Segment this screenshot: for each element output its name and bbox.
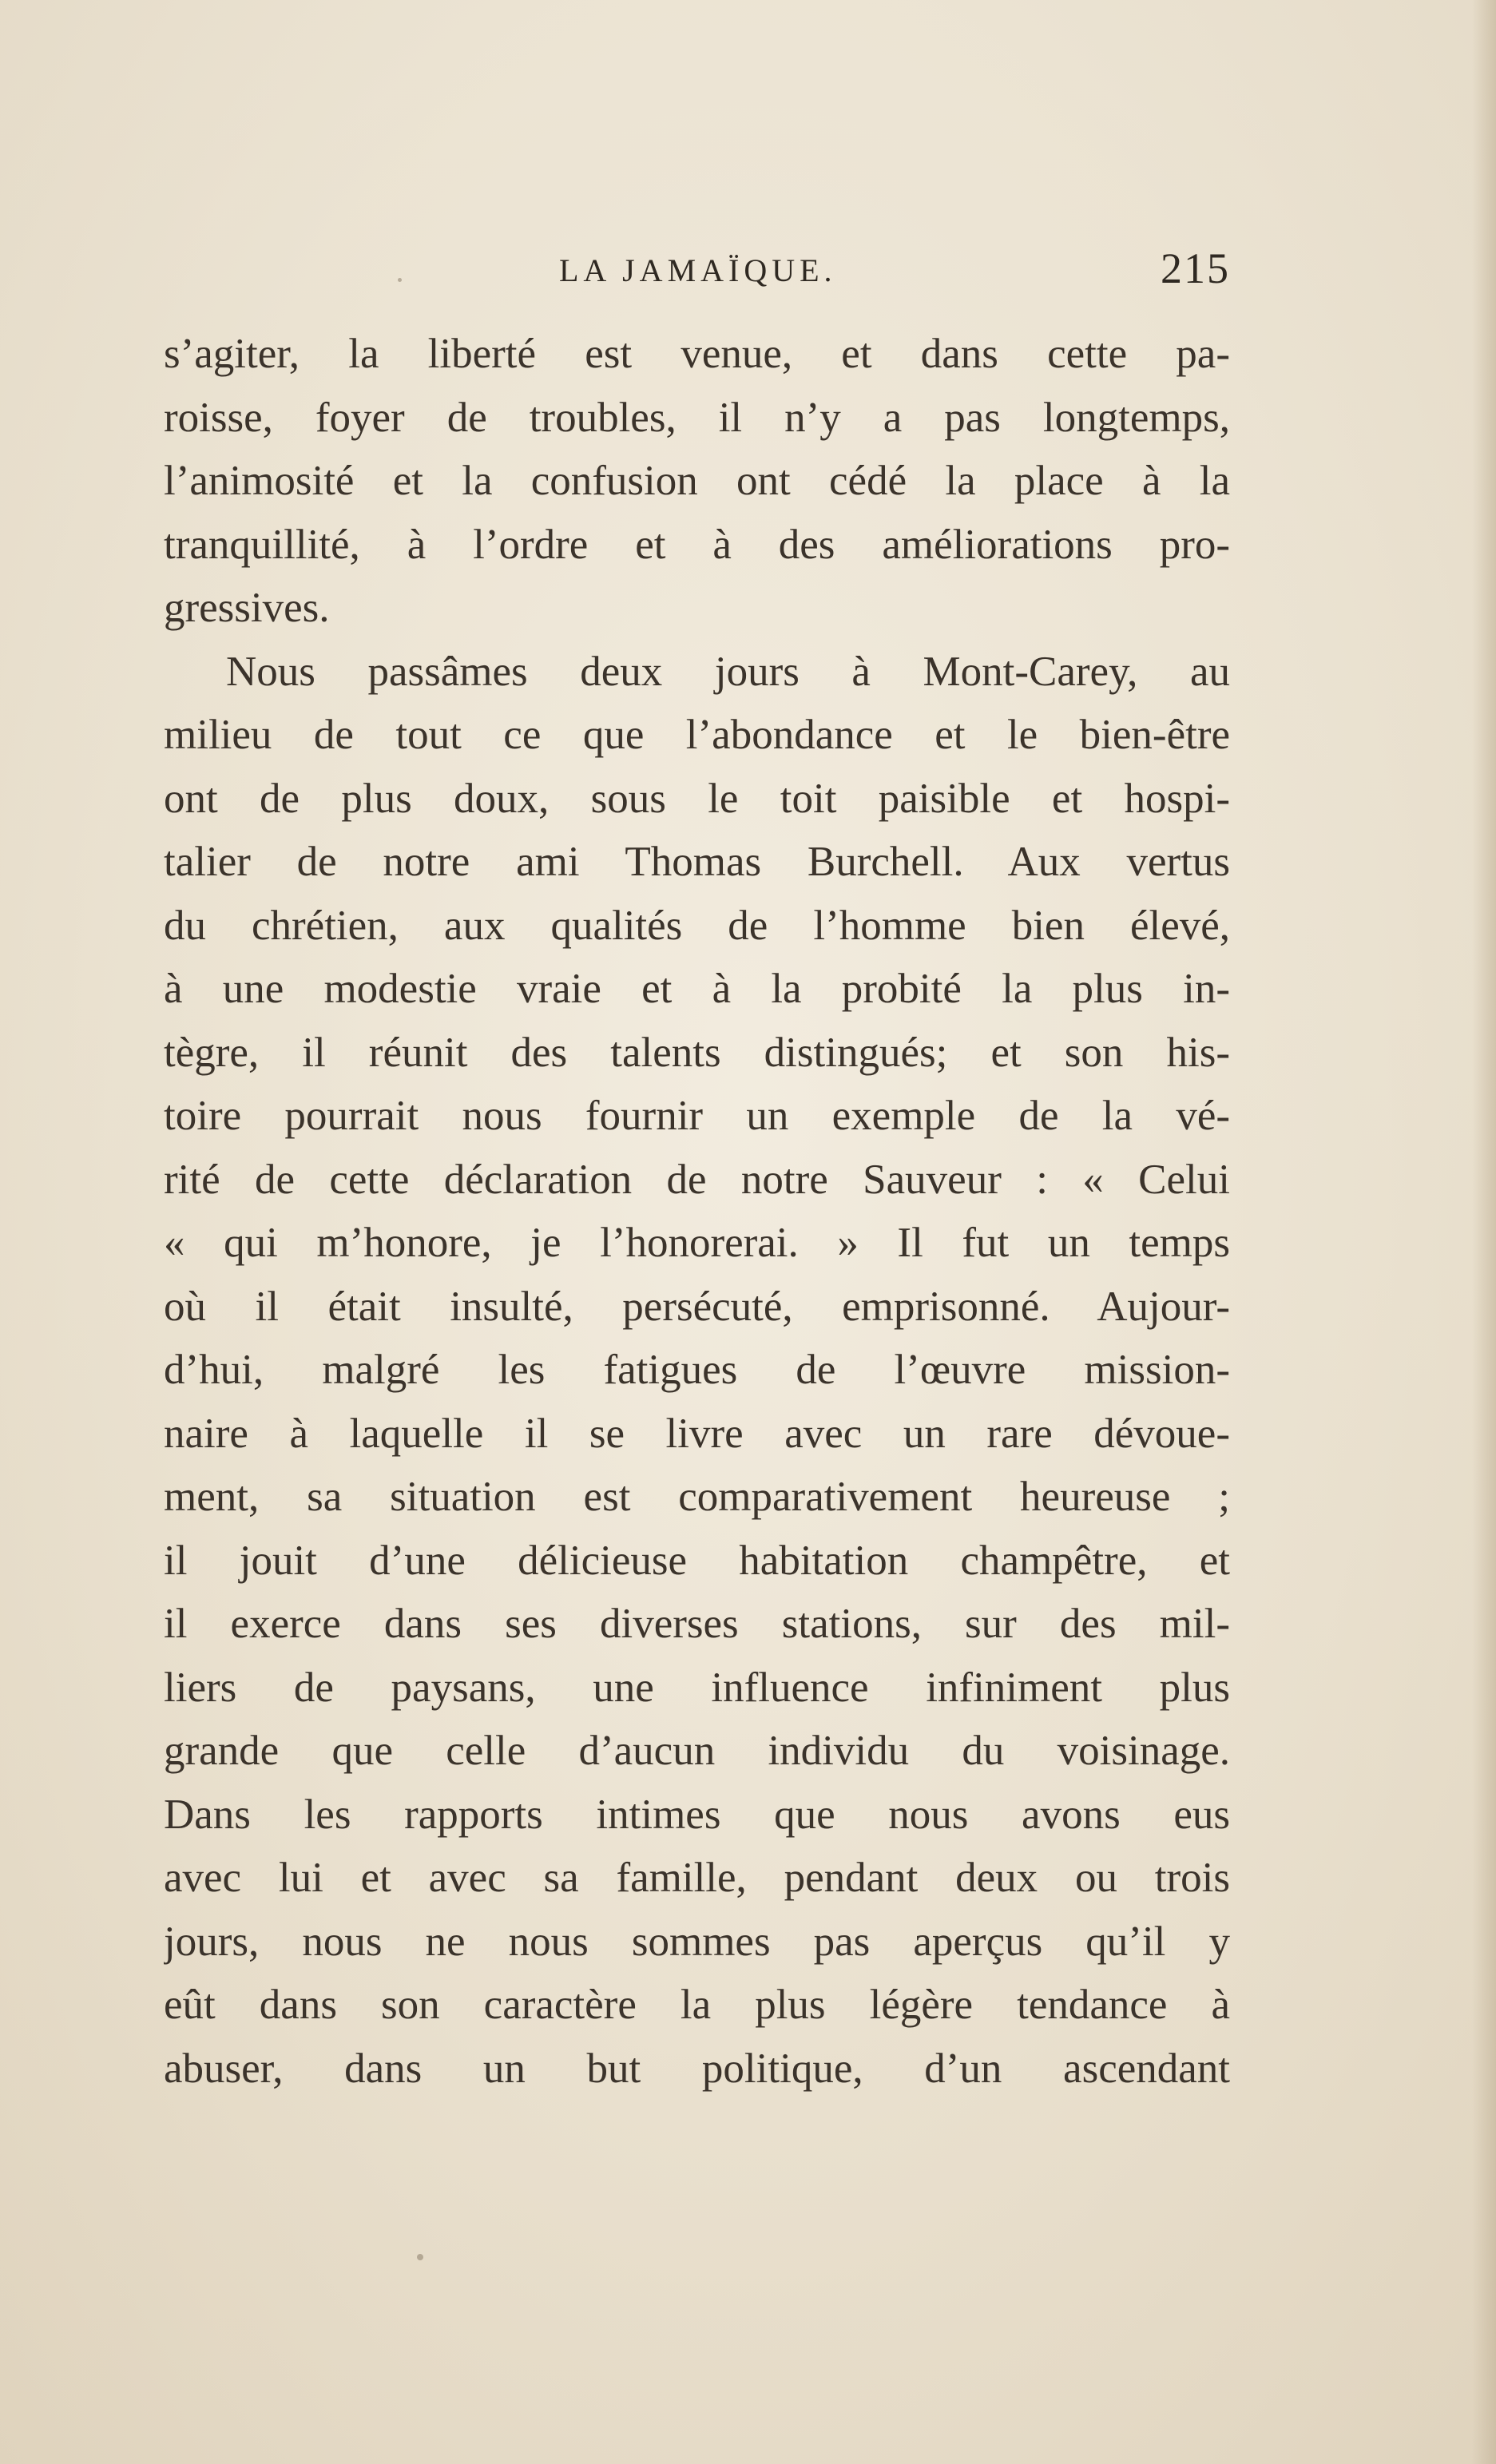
text-line: tègre, il réunit des talents distingués; et son his- bbox=[164, 1029, 1230, 1076]
paper-speck bbox=[417, 2254, 423, 2260]
text-line: Dans les rapports intimes que nous avons eus bbox=[164, 1791, 1230, 1838]
text-line: grande que celle d’aucun individu du voisinage. bbox=[164, 1728, 1230, 1774]
text-line: ont de plus doux, sous le toit paisible et hospi- bbox=[164, 775, 1230, 822]
text-line: rité de cette déclaration de notre Sauveur : « Celui bbox=[164, 1156, 1230, 1203]
text-line: il exerce dans ses diverses stations, sur des mil- bbox=[164, 1601, 1230, 1647]
text-line: eût dans son caractère la plus légère tendance à bbox=[164, 1982, 1230, 2028]
text-line: abuser, dans un but politique, d’un ascendant bbox=[164, 2045, 1230, 2092]
text-line: tranquillité, à l’ordre et à des améliorations pro- bbox=[164, 521, 1230, 568]
text-line: d’hui, malgré les fatigues de l’œuvre mission- bbox=[164, 1347, 1230, 1393]
text-line: ment, sa situation est comparativement heureuse ; bbox=[164, 1474, 1230, 1520]
text-line: l’animosité et la confusion ont cédé la place à la bbox=[164, 458, 1230, 504]
text-line: « qui m’honore, je l’honorerai. » Il fut un temps bbox=[164, 1220, 1230, 1266]
text-line: naire à laquelle il se livre avec un rare dévoue- bbox=[164, 1410, 1230, 1457]
running-head bbox=[184, 244, 1230, 300]
page-number: 215 bbox=[1161, 244, 1230, 292]
text-line: milieu de tout ce que l’abondance et le bien-être bbox=[164, 712, 1230, 758]
text-line: du chrétien, aux qualités de l’homme bien élevé, bbox=[164, 902, 1230, 949]
body-text bbox=[164, 323, 1230, 2101]
text-line: jours, nous ne nous sommes pas aperçus qu’il y bbox=[164, 1918, 1230, 1965]
text-line: s’agiter, la liberté est venue, et dans cette pa- bbox=[164, 331, 1230, 377]
text-line: gressives. bbox=[164, 585, 330, 631]
text-line: Nous passâmes deux jours à Mont-Carey, au bbox=[226, 648, 1230, 695]
text-line: où il était insulté, persécuté, emprisonné. Aujour- bbox=[164, 1283, 1230, 1330]
text-line: à une modestie vraie et à la probité la plus in- bbox=[164, 966, 1230, 1012]
page-edge-shadow bbox=[1472, 0, 1496, 2464]
text-line: talier de notre ami Thomas Burchell. Aux vertus bbox=[164, 839, 1230, 885]
text-line: liers de paysans, une influence infiniment plus bbox=[164, 1664, 1230, 1711]
running-title: LA JAMAÏQUE. bbox=[559, 252, 837, 288]
paper-speck bbox=[398, 278, 402, 282]
text-line: toire pourrait nous fournir un exemple de la vé- bbox=[164, 1093, 1230, 1139]
text-line: il jouit d’une délicieuse habitation champêtre, et bbox=[164, 1537, 1230, 1584]
text-line: avec lui et avec sa famille, pendant deux ou trois bbox=[164, 1855, 1230, 1901]
text-line: roisse, foyer de troubles, il n’y a pas longtemps, bbox=[164, 394, 1230, 441]
